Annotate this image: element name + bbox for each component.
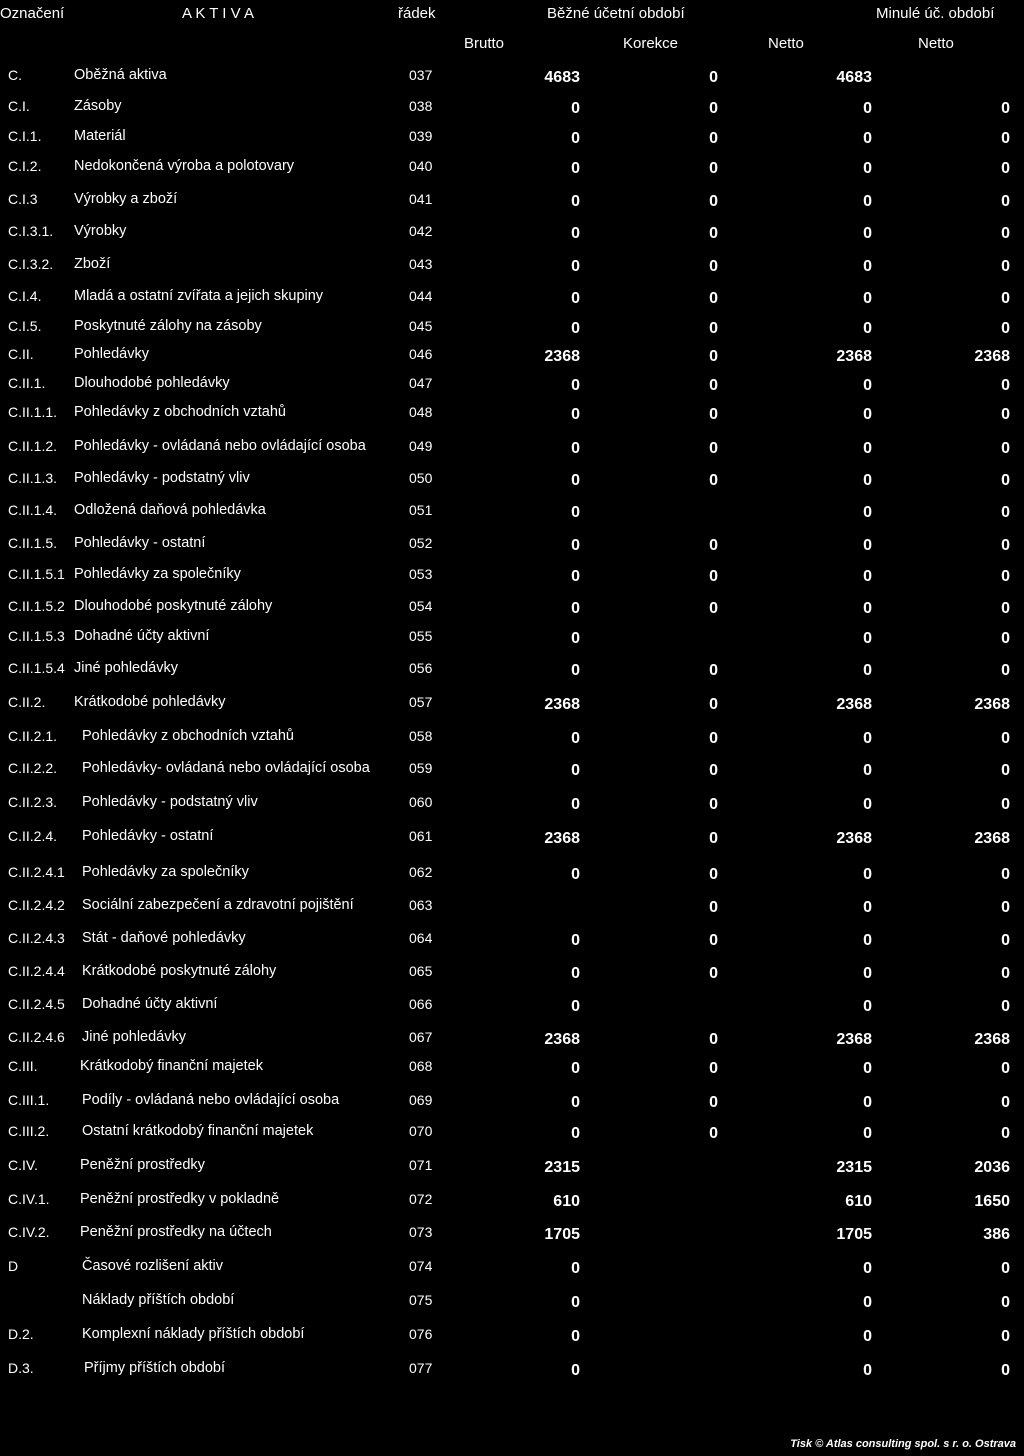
- cell-korekce: 0: [709, 1031, 718, 1048]
- cell-netto: 0: [863, 1094, 872, 1111]
- cell-brutto: 1705: [544, 1226, 580, 1243]
- cell-netto: 0: [863, 998, 872, 1015]
- row-code: D.3.: [8, 1360, 34, 1376]
- row-number: 067: [409, 1029, 433, 1045]
- cell-brutto: 0: [571, 537, 580, 554]
- row-code: C.II.2.4.4: [8, 963, 65, 979]
- row-number: 073: [409, 1224, 433, 1240]
- row-code: C.I.4.: [8, 288, 42, 304]
- cell-netto: 2368: [836, 696, 872, 713]
- cell-brutto: 0: [571, 796, 580, 813]
- cell-netto-previous: 0: [1001, 1328, 1010, 1345]
- header-brutto: Brutto: [464, 35, 505, 52]
- row-number: 039: [409, 128, 433, 144]
- cell-brutto: 0: [571, 630, 580, 647]
- row-code: C.I.3: [8, 191, 38, 207]
- cell-korekce: 0: [709, 965, 718, 982]
- cell-korekce: 0: [709, 472, 718, 489]
- cell-netto: 2368: [836, 348, 872, 365]
- row-label: Pohledávky za společníky: [82, 864, 249, 880]
- row-number: 071: [409, 1157, 433, 1173]
- cell-netto: 0: [863, 160, 872, 177]
- cell-brutto: 0: [571, 225, 580, 242]
- row-label: Příjmy příštích období: [84, 1360, 226, 1376]
- row-number: 068: [409, 1058, 433, 1074]
- row-code: C.II.2.2.: [8, 760, 58, 776]
- cell-netto-previous: 0: [1001, 100, 1010, 117]
- cell-korekce: 0: [709, 537, 718, 554]
- cell-brutto: 0: [571, 320, 580, 337]
- row-label: Výrobky: [74, 223, 127, 239]
- cell-netto-previous: 0: [1001, 762, 1010, 779]
- cell-netto-previous: 0: [1001, 600, 1010, 617]
- cell-brutto: 0: [571, 1362, 580, 1379]
- row-label: Sociální zabezpečení a zdravotní pojištění: [82, 897, 354, 913]
- cell-brutto: 2368: [544, 348, 580, 365]
- cell-netto: 0: [863, 320, 872, 337]
- row-code: C.II.1.5.4: [8, 660, 65, 676]
- row-number: 053: [409, 566, 433, 582]
- cell-brutto: 0: [571, 290, 580, 307]
- cell-brutto: 0: [571, 440, 580, 457]
- cell-korekce: 0: [709, 377, 718, 394]
- cell-netto: 0: [863, 1328, 872, 1345]
- row-number: 058: [409, 728, 433, 744]
- cell-netto-previous: 0: [1001, 1294, 1010, 1311]
- row-number: 060: [409, 794, 433, 810]
- row-label: Pohledávky z obchodních vztahů: [82, 728, 294, 744]
- row-number: 065: [409, 963, 433, 979]
- header-korekce: Korekce: [623, 35, 679, 52]
- row-number: 076: [409, 1326, 433, 1342]
- row-number: 077: [409, 1360, 433, 1376]
- row-number: 062: [409, 864, 433, 880]
- cell-brutto: 0: [571, 258, 580, 275]
- row-number: 061: [409, 828, 433, 844]
- row-code: C.II.2.: [8, 694, 46, 710]
- row-label: Dlouhodobé pohledávky: [74, 375, 230, 391]
- row-code: C.II.1.5.2: [8, 598, 65, 614]
- row-code: C.: [8, 67, 22, 83]
- row-label: Peněžní prostředky na účtech: [80, 1224, 272, 1240]
- cell-brutto: 0: [571, 1260, 580, 1277]
- row-code: C.III.: [8, 1058, 38, 1074]
- cell-netto-previous: 0: [1001, 193, 1010, 210]
- cell-korekce: 0: [709, 440, 718, 457]
- row-label: Pohledávky - podstatný vliv: [74, 470, 250, 486]
- row-code: C.II.2.1.: [8, 728, 58, 744]
- row-code: C.II.2.4.6: [8, 1029, 65, 1045]
- cell-korekce: 0: [709, 866, 718, 883]
- cell-brutto: 0: [571, 160, 580, 177]
- cell-netto-previous: 1650: [974, 1193, 1010, 1210]
- cell-korekce: 0: [709, 320, 718, 337]
- row-number: 045: [409, 318, 433, 334]
- cell-korekce: 0: [709, 160, 718, 177]
- row-label: Odložená daňová pohledávka: [74, 502, 266, 518]
- row-code: C.II.2.4.: [8, 828, 58, 844]
- cell-netto: 0: [863, 193, 872, 210]
- cell-netto-previous: 0: [1001, 1094, 1010, 1111]
- cell-brutto: 0: [571, 730, 580, 747]
- row-label: Výrobky a zboží: [74, 191, 178, 207]
- cell-brutto: 4683: [544, 69, 580, 86]
- cell-netto-previous: 0: [1001, 377, 1010, 394]
- cell-netto: 0: [863, 472, 872, 489]
- cell-korekce: 0: [709, 568, 718, 585]
- row-code: C.II.1.5.1: [8, 566, 65, 582]
- row-label: Mladá a ostatní zvířata a jejich skupiny: [74, 288, 324, 304]
- cell-netto-previous: 0: [1001, 160, 1010, 177]
- cell-netto-previous: 0: [1001, 730, 1010, 747]
- row-label: Poskytnuté zálohy na zásoby: [74, 318, 262, 334]
- row-number: 055: [409, 628, 433, 644]
- cell-brutto: 0: [571, 662, 580, 679]
- cell-netto: 0: [863, 796, 872, 813]
- header-netto-previous: Netto: [918, 35, 954, 52]
- row-label: Pohledávky - podstatný vliv: [82, 794, 258, 810]
- row-label: Podíly - ovládaná nebo ovládající osoba: [82, 1092, 340, 1108]
- row-label: Časové rozlišení aktiv: [82, 1258, 224, 1274]
- cell-brutto: 0: [571, 600, 580, 617]
- cell-netto-previous: 0: [1001, 537, 1010, 554]
- cell-brutto: 0: [571, 998, 580, 1015]
- cell-netto: 0: [863, 630, 872, 647]
- cell-netto-previous: 0: [1001, 225, 1010, 242]
- cell-brutto: 0: [571, 762, 580, 779]
- cell-netto-previous: 0: [1001, 130, 1010, 147]
- header-previous-period: Minulé úč. období: [876, 5, 995, 22]
- row-code: C.I.1.: [8, 128, 42, 144]
- cell-korekce: 0: [709, 130, 718, 147]
- cell-netto-previous: 0: [1001, 866, 1010, 883]
- cell-brutto: 2368: [544, 696, 580, 713]
- cell-netto: 4683: [836, 69, 872, 86]
- row-code: C.IV.: [8, 1157, 38, 1173]
- row-number: 072: [409, 1191, 433, 1207]
- row-number: 049: [409, 438, 433, 454]
- cell-netto: 0: [863, 600, 872, 617]
- cell-netto-previous: 2368: [974, 696, 1010, 713]
- header-current-period: Běžné účetní období: [547, 5, 685, 22]
- cell-brutto: 2368: [544, 830, 580, 847]
- cell-brutto: 0: [571, 130, 580, 147]
- cell-brutto: 610: [553, 1193, 580, 1210]
- row-code: C.II.: [8, 346, 34, 362]
- row-code: C.II.1.4.: [8, 502, 58, 518]
- cell-netto-previous: 0: [1001, 504, 1010, 521]
- cell-korekce: 0: [709, 1094, 718, 1111]
- cell-korekce: 0: [709, 69, 718, 86]
- row-label: Peněžní prostředky v pokladně: [80, 1191, 280, 1207]
- cell-korekce: 0: [709, 762, 718, 779]
- cell-korekce: 0: [709, 796, 718, 813]
- cell-brutto: 0: [571, 193, 580, 210]
- cell-netto-previous: 2036: [974, 1159, 1010, 1176]
- cell-netto: 0: [863, 537, 872, 554]
- row-label: Dohadné účty aktivní: [74, 628, 210, 644]
- header-netto: Netto: [768, 35, 804, 52]
- row-code: C.II.2.4.5: [8, 996, 65, 1012]
- cell-netto-previous: 2368: [974, 830, 1010, 847]
- row-code: C.IV.2.: [8, 1224, 50, 1240]
- cell-brutto: 0: [571, 100, 580, 117]
- cell-korekce: 0: [709, 1060, 718, 1077]
- cell-netto: 0: [863, 290, 872, 307]
- cell-brutto: 0: [571, 1125, 580, 1142]
- row-number: 042: [409, 223, 433, 239]
- cell-netto: 0: [863, 258, 872, 275]
- cell-netto: 0: [863, 662, 872, 679]
- row-number: 075: [409, 1292, 433, 1308]
- cell-brutto: 0: [571, 1094, 580, 1111]
- cell-netto-previous: 0: [1001, 1362, 1010, 1379]
- row-label: Zboží: [74, 256, 111, 272]
- row-label: Pohledávky - ostatní: [82, 828, 214, 844]
- cell-netto: 0: [863, 730, 872, 747]
- row-label: Ostatní krátkodobý finanční majetek: [82, 1123, 314, 1139]
- cell-brutto: 0: [571, 406, 580, 423]
- cell-brutto: 2368: [544, 1031, 580, 1048]
- cell-korekce: 0: [709, 932, 718, 949]
- cell-netto-previous: 0: [1001, 662, 1010, 679]
- row-label: Pohledávky z obchodních vztahů: [74, 404, 286, 420]
- cell-netto: 0: [863, 100, 872, 117]
- row-code: C.II.1.1.: [8, 404, 58, 420]
- cell-brutto: 0: [571, 504, 580, 521]
- row-number: 063: [409, 897, 433, 913]
- row-number: 052: [409, 535, 433, 551]
- row-code: C.II.1.3.: [8, 470, 58, 486]
- cell-brutto: 0: [571, 965, 580, 982]
- cell-netto-previous: 0: [1001, 965, 1010, 982]
- row-code: C.III.1.: [8, 1092, 50, 1108]
- cell-korekce: 0: [709, 899, 718, 916]
- cell-netto: 0: [863, 377, 872, 394]
- cell-brutto: 0: [571, 568, 580, 585]
- row-label: Dohadné účty aktivní: [82, 996, 218, 1012]
- cell-netto-previous: 2368: [974, 1031, 1010, 1048]
- cell-korekce: 0: [709, 348, 718, 365]
- row-code: C.II.1.5.3: [8, 628, 65, 644]
- row-label: Materiál: [74, 128, 126, 144]
- row-label: Krátkodobé pohledávky: [74, 694, 226, 710]
- cell-netto-previous: 0: [1001, 1260, 1010, 1277]
- row-code: D: [8, 1258, 19, 1274]
- header-row: řádek: [398, 5, 436, 22]
- cell-korekce: 0: [709, 830, 718, 847]
- cell-netto: 1705: [836, 1226, 872, 1243]
- cell-netto: 0: [863, 504, 872, 521]
- row-number: 038: [409, 98, 433, 114]
- row-number: 069: [409, 1092, 433, 1108]
- cell-korekce: 0: [709, 1125, 718, 1142]
- row-label: Pohledávky- ovládaná nebo ovládající osoba: [82, 760, 370, 776]
- row-number: 051: [409, 502, 433, 518]
- row-number: 048: [409, 404, 433, 420]
- cell-netto-previous: 386: [983, 1226, 1010, 1243]
- cell-korekce: 0: [709, 662, 718, 679]
- cell-korekce: 0: [709, 600, 718, 617]
- cell-netto: 0: [863, 965, 872, 982]
- cell-netto: 0: [863, 1362, 872, 1379]
- cell-netto: 0: [863, 406, 872, 423]
- row-code: C.II.1.5.: [8, 535, 58, 551]
- cell-brutto: 0: [571, 1294, 580, 1311]
- row-code: C.III.2.: [8, 1123, 50, 1139]
- row-code: C.II.2.4.2: [8, 897, 65, 913]
- cell-netto: 0: [863, 568, 872, 585]
- row-number: 041: [409, 191, 433, 207]
- cell-netto-previous: 0: [1001, 998, 1010, 1015]
- cell-netto: 0: [863, 932, 872, 949]
- row-code: C.I.2.: [8, 158, 42, 174]
- cell-netto-previous: 0: [1001, 290, 1010, 307]
- row-label: Pohledávky - ovládaná nebo ovládající osoba: [74, 438, 366, 454]
- row-number: 044: [409, 288, 433, 304]
- cell-brutto: 0: [571, 932, 580, 949]
- cell-netto-previous: 0: [1001, 796, 1010, 813]
- row-number: 040: [409, 158, 433, 174]
- cell-netto: 2315: [836, 1159, 872, 1176]
- cell-netto: 0: [863, 1060, 872, 1077]
- row-code: C.II.2.4.3: [8, 930, 65, 946]
- row-code: D.2.: [8, 1326, 34, 1342]
- cell-netto-previous: 0: [1001, 406, 1010, 423]
- cell-netto-previous: 0: [1001, 1125, 1010, 1142]
- row-code: C.I.3.2.: [8, 256, 54, 272]
- row-label: Pohledávky: [74, 346, 149, 362]
- cell-netto-previous: 0: [1001, 899, 1010, 916]
- row-number: 046: [409, 346, 433, 362]
- cell-netto: 0: [863, 1125, 872, 1142]
- cell-netto-previous: 0: [1001, 568, 1010, 585]
- cell-netto: 0: [863, 899, 872, 916]
- cell-netto: 0: [863, 1260, 872, 1277]
- row-number: 057: [409, 694, 433, 710]
- row-code: C.II.2.4.1: [8, 864, 65, 880]
- cell-brutto: 0: [571, 866, 580, 883]
- cell-netto-previous: 0: [1001, 320, 1010, 337]
- cell-brutto: 0: [571, 377, 580, 394]
- row-label: Krátkodobý finanční majetek: [80, 1058, 263, 1074]
- row-code: C.II.1.: [8, 375, 46, 391]
- row-label: Dlouhodobé poskytnuté zálohy: [74, 598, 273, 614]
- header-code: Označení: [0, 5, 65, 22]
- cell-netto-previous: 2368: [974, 348, 1010, 365]
- row-number: 050: [409, 470, 433, 486]
- cell-korekce: 0: [709, 696, 718, 713]
- cell-korekce: 0: [709, 730, 718, 747]
- cell-brutto: 2315: [544, 1159, 580, 1176]
- row-code: C.II.2.3.: [8, 794, 58, 810]
- row-label: Zásoby: [74, 98, 122, 114]
- cell-korekce: 0: [709, 258, 718, 275]
- row-code: C.I.: [8, 98, 30, 114]
- row-number: 074: [409, 1258, 433, 1274]
- cell-netto-previous: 0: [1001, 258, 1010, 275]
- cell-netto: 0: [863, 1294, 872, 1311]
- cell-netto: 0: [863, 866, 872, 883]
- row-label: Peněžní prostředky: [80, 1157, 205, 1173]
- row-number: 070: [409, 1123, 433, 1139]
- cell-korekce: 0: [709, 100, 718, 117]
- cell-brutto: 0: [571, 1328, 580, 1345]
- header-aktiva: A K T I V A: [182, 5, 254, 22]
- row-number: 056: [409, 660, 433, 676]
- cell-netto-previous: 0: [1001, 630, 1010, 647]
- cell-netto-previous: 0: [1001, 440, 1010, 457]
- cell-netto: 610: [845, 1193, 872, 1210]
- cell-korekce: 0: [709, 406, 718, 423]
- row-label: Oběžná aktiva: [74, 67, 167, 83]
- row-label: Stát - daňové pohledávky: [82, 930, 246, 946]
- footer-credit: Tisk © Atlas consulting spol. s r. o. Ostrava: [790, 1438, 1016, 1450]
- row-code: C.I.3.1.: [8, 223, 54, 239]
- row-number: 066: [409, 996, 433, 1012]
- cell-brutto: 0: [571, 1060, 580, 1077]
- cell-netto: 2368: [836, 830, 872, 847]
- row-number: 059: [409, 760, 433, 776]
- cell-netto: 0: [863, 762, 872, 779]
- row-number: 054: [409, 598, 433, 614]
- cell-netto: 0: [863, 225, 872, 242]
- row-label: Pohledávky za společníky: [74, 566, 241, 582]
- row-label: Nedokončená výroba a polotovary: [74, 158, 295, 174]
- cell-netto: 2368: [836, 1031, 872, 1048]
- row-label: Komplexní náklady příštích období: [82, 1326, 305, 1342]
- row-code: C.IV.1.: [8, 1191, 50, 1207]
- cell-netto-previous: 0: [1001, 932, 1010, 949]
- cell-brutto: 0: [571, 472, 580, 489]
- cell-netto: 0: [863, 130, 872, 147]
- row-code: C.I.5.: [8, 318, 42, 334]
- cell-korekce: 0: [709, 225, 718, 242]
- row-label: Pohledávky - ostatní: [74, 535, 206, 551]
- row-label: Krátkodobé poskytnuté zálohy: [82, 963, 277, 979]
- row-number: 037: [409, 67, 433, 83]
- row-label: Náklady příštích období: [82, 1292, 235, 1308]
- row-label: Jiné pohledávky: [82, 1029, 186, 1045]
- row-number: 047: [409, 375, 433, 391]
- row-label: Jiné pohledávky: [74, 660, 178, 676]
- cell-netto-previous: 0: [1001, 1060, 1010, 1077]
- cell-netto-previous: 0: [1001, 472, 1010, 489]
- cell-korekce: 0: [709, 193, 718, 210]
- cell-netto: 0: [863, 440, 872, 457]
- row-code: C.II.1.2.: [8, 438, 58, 454]
- cell-korekce: 0: [709, 290, 718, 307]
- row-number: 043: [409, 256, 433, 272]
- row-number: 064: [409, 930, 433, 946]
